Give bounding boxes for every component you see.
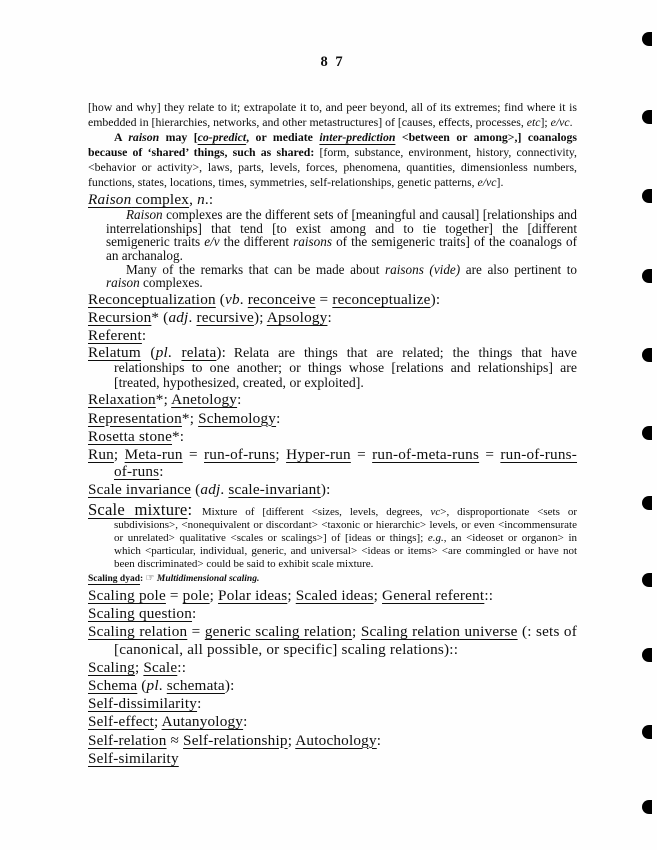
text-segment: <between or among>,] coanalogs because of ‘shared’ things, such as shared:: [88, 130, 578, 159]
binding-mark: [642, 648, 652, 662]
text-segment: =: [182, 445, 205, 463]
binding-mark: [642, 725, 652, 739]
text-segment: [form, substance, environment, history, connectivity, <behavior or activity>, laws, parts, levels, forces, phenomena, quantities, dimensionless numbers, functions, states, locations, times, symmetries, self-relationships, genetic patterns,: [88, 145, 577, 189]
text-segment: ):: [224, 677, 235, 695]
text-segment: Rosetta stone: [88, 427, 173, 445]
text-segment: (: [215, 290, 226, 308]
paragraph-raison-complexes-def: [106, 208, 577, 262]
text-segment: :: [376, 731, 382, 749]
text-segment: :: [192, 605, 197, 623]
text-segment: .: [158, 677, 167, 695]
text-segment: Self-similarity: [88, 749, 179, 767]
text-segment: *;: [155, 391, 172, 409]
entry-self-similarity: [88, 750, 577, 767]
text-segment: ;: [275, 445, 287, 463]
text-segment: Referent: [88, 327, 142, 345]
entry-raison-complex: [88, 191, 577, 208]
entry-reconceptualization: [88, 291, 577, 308]
text-segment: Representation: [88, 409, 182, 427]
text-segment: (: [140, 344, 156, 362]
text-segment: pl: [155, 344, 168, 362]
entry-referent: [88, 327, 577, 344]
text-segment: Scale: [143, 658, 178, 676]
entry-scaling-pole: [88, 587, 577, 604]
text-segment: (: [137, 677, 147, 695]
text-segment: Anetology: [171, 391, 238, 409]
text-segment: pl: [146, 677, 159, 695]
text-segment: of the semigeneric traits] of the coanalogs of an archanalog.: [106, 234, 577, 263]
text-segment: ];: [540, 115, 551, 129]
text-segment: General referent: [382, 587, 485, 605]
entry-run: [88, 446, 577, 480]
text-segment: =: [315, 290, 333, 308]
binding-mark: [642, 189, 652, 203]
text-segment: e/v: [204, 234, 220, 250]
text-segment: ≈: [166, 731, 184, 749]
text-segment: :: [276, 409, 281, 427]
text-segment: ;: [352, 623, 361, 641]
text-segment: Relatum: [88, 344, 141, 362]
entry-scale-mixture: [88, 499, 578, 570]
text-segment: >, disproportionate <sets or subdivisions>, <nonequivalent or discordant> <taxonic or hierarchic> levels, or even <incommensurate or unrelated> qualitative <scales or scalings>] of [ideas or things];: [114, 505, 577, 544]
binding-mark: [642, 110, 652, 124]
text-segment: Hyper-run: [286, 445, 351, 463]
text-segment: :: [243, 713, 248, 731]
entry-scale-invariance: [88, 481, 577, 498]
text-segment: A: [114, 130, 129, 144]
text-segment: :: [237, 391, 242, 409]
paragraph-raison-prediction: [88, 130, 577, 190]
text-segment: ::: [484, 587, 494, 605]
text-segment: Scaled ideas: [295, 587, 374, 605]
text-segment: ].: [496, 175, 504, 189]
text-segment: Relaxation: [88, 391, 156, 409]
text-segment: Apsology: [266, 308, 328, 326]
pointing-hand-icon: ☞: [145, 573, 155, 585]
text-segment: Meta-run: [124, 445, 183, 463]
text-segment: * (: [151, 308, 169, 326]
text-segment: *:: [172, 427, 185, 445]
text-segment: run-of-runs-of-runs: [114, 445, 578, 481]
text-segment: Scaling relation universe: [360, 623, 518, 641]
text-segment: =: [165, 587, 183, 605]
paragraph-raison-remarks: [106, 263, 577, 290]
text-segment: .: [239, 290, 248, 308]
text-segment: co-predict: [197, 130, 247, 144]
text-segment: ):: [430, 290, 441, 308]
text-segment: Schemology: [198, 409, 277, 427]
text-segment: Mixture of [different <sizes, levels, degrees,: [201, 505, 431, 518]
text-segment: ):: [216, 344, 234, 362]
text-segment: (: [191, 481, 201, 499]
entry-relaxation: [88, 391, 577, 408]
text-segment: :: [140, 574, 146, 585]
text-segment: , or mediate: [246, 130, 320, 144]
text-segment: e/vc: [477, 175, 497, 189]
text-segment: ;: [209, 587, 219, 605]
entry-self-relation: [88, 732, 577, 749]
text-segment: ;: [154, 713, 162, 731]
entry-self-dissimilarity: [88, 695, 577, 712]
text-segment: .: [220, 481, 229, 499]
document-content: [88, 100, 577, 767]
binding-mark: [642, 496, 652, 510]
entry-scaling-relation: [88, 623, 577, 657]
text-segment: adj: [168, 308, 189, 326]
text-segment: relata: [181, 344, 217, 362]
text-segment: complex: [131, 191, 190, 208]
text-segment: the different: [219, 234, 294, 250]
text-segment: [how and why] they relate to it; extrapolate it to, and peer beyond, all of its extremes; find where it is embedded in [hierarchies, networks, and other metastructures] of [causes, effects, processes,: [88, 100, 577, 129]
binding-mark: [642, 348, 652, 362]
text-segment: raison: [128, 130, 160, 144]
text-segment: =: [479, 445, 501, 463]
paragraph-continuation: [88, 100, 577, 130]
entry-scaling-scale: [88, 659, 577, 676]
text-segment: n: [197, 191, 205, 208]
entry-recursion: [88, 309, 577, 326]
text-segment: Scaling question: [88, 605, 193, 623]
text-segment: run-of-runs: [204, 445, 276, 463]
text-segment: etc: [526, 115, 541, 129]
text-segment: Scaling dyad: [88, 574, 141, 585]
text-segment: Self-effect: [88, 713, 155, 731]
text-segment: .: [188, 308, 197, 326]
text-segment: Self-dissimilarity: [88, 695, 198, 713]
binding-mark: [642, 800, 652, 814]
text-segment: Scale mixture: [88, 499, 188, 519]
text-segment: reconceptualize: [332, 290, 431, 308]
text-segment: vb: [225, 290, 240, 308]
binding-mark: [642, 426, 652, 440]
entry-rosetta-stone: [88, 428, 577, 445]
text-segment: ,: [189, 191, 198, 208]
text-segment: *;: [181, 409, 199, 427]
text-segment: e/vc: [550, 115, 570, 129]
text-segment: inter-prediction: [319, 130, 396, 144]
text-segment: pole: [182, 587, 210, 605]
text-segment: Many of the remarks that can be made about: [126, 261, 385, 277]
text-segment: .: [569, 115, 573, 129]
text-segment: recursive: [196, 308, 254, 326]
text-segment: Raison: [126, 207, 163, 223]
text-segment: complexes.: [139, 275, 203, 291]
text-segment: Reconceptualization: [88, 290, 216, 308]
text-segment: schemata: [166, 677, 225, 695]
text-segment: Raison: [88, 191, 132, 208]
text-segment: , an <ideoset or organon> in which <particular, individual, generic, and universal> <ideas or items> <are commingled or have not been discriminated> could be said to exhibit scale mixture.: [114, 531, 578, 570]
text-segment: adj: [200, 481, 221, 499]
text-segment: scale-invariant: [228, 481, 321, 499]
text-segment: ):: [320, 481, 331, 499]
text-segment: Recursion: [88, 308, 152, 326]
text-segment: Scaling: [88, 658, 135, 676]
text-segment: raisons (vide): [385, 261, 461, 277]
text-segment: .: [167, 344, 182, 362]
text-segment: Multidimensional scaling.: [154, 574, 260, 585]
text-segment: Run: [88, 445, 114, 463]
text-segment: reconceive: [247, 290, 316, 308]
text-segment: raison: [106, 275, 140, 291]
binding-mark: [642, 269, 652, 283]
entry-schema: [88, 677, 577, 694]
text-segment: Self-relationship: [183, 731, 288, 749]
text-segment: Scaling pole: [88, 587, 166, 605]
text-segment: ;: [134, 658, 144, 676]
text-segment: =: [187, 623, 205, 641]
text-segment: raisons: [293, 234, 332, 250]
text-segment: :: [187, 499, 202, 519]
text-segment: :: [159, 463, 164, 481]
text-segment: vc: [430, 505, 441, 518]
text-segment: Autochology: [295, 731, 377, 749]
text-segment: run-of-meta-runs: [372, 445, 480, 463]
text-segment: may [: [159, 130, 198, 144]
entry-relatum: [88, 345, 577, 390]
text-segment: Relata are things that are related; the things that have relationships to one another; or things whose [relations and relationships] are [treated, hypothesized, created, or exploited].: [114, 345, 577, 391]
text-segment: ::: [177, 658, 187, 676]
text-segment: .:: [204, 191, 214, 208]
binding-mark: [642, 573, 652, 587]
text-segment: are also pertinent to: [460, 261, 578, 277]
text-segment: Self-relation: [88, 731, 167, 749]
text-segment: ;: [373, 587, 383, 605]
text-segment: ;: [287, 731, 296, 749]
text-segment: generic scaling relation: [204, 623, 353, 641]
entry-representation: [88, 410, 577, 427]
entry-self-effect: [88, 713, 577, 730]
text-segment: );: [253, 308, 267, 326]
text-segment: Scaling relation: [88, 623, 188, 641]
text-segment: :: [141, 327, 147, 345]
text-segment: complexes are the different sets of [meaningful and causal] [relationships and interrelationships] that tend [to exist among and to tie together] the [different semigeneric traits: [106, 207, 577, 250]
text-segment: Scale invariance: [88, 481, 192, 499]
text-segment: e.g.: [427, 531, 444, 544]
text-segment: Schema: [88, 677, 138, 695]
text-segment: :: [197, 695, 202, 713]
text-segment: =: [350, 445, 373, 463]
page-number: 8 7: [320, 54, 345, 70]
binding-mark: [642, 32, 652, 46]
entry-scaling-question: [88, 605, 577, 622]
xref-scaling-dyad: [88, 573, 577, 585]
text-segment: Autanyology: [161, 713, 244, 731]
text-segment: (: sets of [canonical, all possible, or specific] scaling relations)::: [114, 623, 577, 658]
text-segment: :: [327, 308, 332, 326]
text-segment: Polar ideas: [218, 587, 288, 605]
text-segment: ;: [287, 587, 296, 605]
text-segment: ;: [113, 445, 125, 463]
